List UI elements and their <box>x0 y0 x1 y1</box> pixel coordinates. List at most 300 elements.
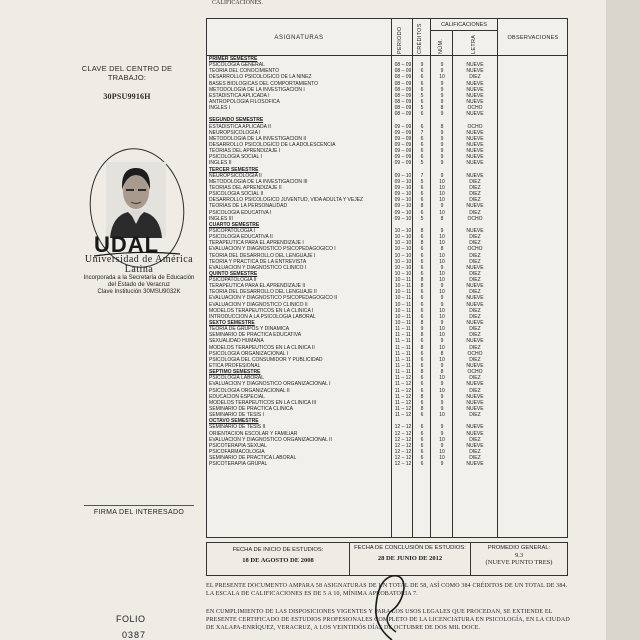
credits-cell: 8 <box>420 227 424 234</box>
grade-number-cell: 10 <box>439 375 445 382</box>
subject-name: INGLÉS III <box>209 215 233 222</box>
period-cell: 08 – 09 <box>394 74 412 81</box>
student-photo <box>106 162 166 238</box>
period-cell: 11 – 11 <box>395 344 411 351</box>
credits-cell: 8 <box>420 369 424 376</box>
clave-code: 30PSU9916H <box>103 92 151 101</box>
grade-number-cell: 10 <box>439 258 445 265</box>
grade-letter-cell: NUEVE <box>466 92 484 99</box>
grade-number-cell: 10 <box>439 184 445 191</box>
grade-number-cell: 10 <box>439 191 445 198</box>
subject-name: PSICOPATOLOGÍA I <box>209 227 256 234</box>
subject-name: SEMINARIO DE PRÁCTICA CLÍNICA <box>209 406 293 413</box>
subject-name: BASES BIOLÓGICAS DEL COMPORTAMIENTO <box>209 80 319 87</box>
grade-letter-cell: DIEZ <box>469 184 481 191</box>
header-divider <box>431 30 497 31</box>
grade-letter-cell: NUEVE <box>466 301 484 308</box>
grade-number-cell: 10 <box>439 412 445 419</box>
credits-cell: 6 <box>420 295 424 302</box>
subject-name: PSICOLOGÍA SOCIAL I <box>209 154 262 161</box>
credits-cell: 5 <box>420 215 424 222</box>
credits-cell: 6 <box>420 356 424 363</box>
period-cell: 10 – 10 <box>394 258 412 265</box>
grade-number-cell: 10 <box>439 356 445 363</box>
credits-cell: 6 <box>420 399 424 406</box>
average-value: 9.3 <box>514 552 524 559</box>
table-body <box>207 56 567 467</box>
clave-block <box>72 64 182 101</box>
grade-letter-cell: OCHO <box>467 215 483 222</box>
grade-letter-cell: NUEVE <box>466 424 484 431</box>
subject-name: ORIENTACIÓN ESCOLAR Y FAMILIAR <box>209 430 298 437</box>
credits-cell: 6 <box>420 184 424 191</box>
period-cell: 09 – 10 <box>394 172 412 179</box>
subject-name: SEMINARIO DE PRÁCTICA LABORAL <box>209 455 297 462</box>
period-cell: 10 – 10 <box>394 227 412 234</box>
grade-letter-cell: DIEZ <box>469 178 481 185</box>
subject-name: METODOLOGÍA DE LA INVESTIGACIÓN III <box>209 178 308 185</box>
grade-number-cell: 9 <box>440 135 444 142</box>
period-cell: 09 – 09 <box>394 160 412 167</box>
period-cell: 08 – 09 <box>394 86 412 93</box>
period-cell: 10 – 10 <box>394 234 412 241</box>
subject-name: SEMINARIO DE PRÁCTICA EDUCATIVA <box>209 332 302 339</box>
grade-number-cell: 10 <box>439 449 445 455</box>
subject-name: SEMINARIO DE TESIS II <box>209 424 266 431</box>
subject-name: SÉPTIMO SEMESTRE <box>209 369 261 376</box>
credits-cell: 6 <box>420 191 424 198</box>
grade-letter-cell: NUEVE <box>466 62 484 69</box>
grade-letter-cell: NUEVE <box>466 160 484 167</box>
subject-name: ESTADÍSTICA APLICADA I <box>209 92 270 99</box>
subject-name: TEORÍA DEL CONOCIMIENTO <box>209 68 280 75</box>
credits-cell: 6 <box>420 436 424 443</box>
end-date-label: FECHA DE CONCLUSIÓN DE ESTUDIOS: <box>354 545 466 551</box>
credits-cell: 6 <box>420 86 424 93</box>
grade-number-cell: 8 <box>440 123 444 130</box>
credits-cell: 6 <box>420 197 424 204</box>
period-cell: 08 – 09 <box>394 105 412 112</box>
top-strip-text: CALIFICACIONES. <box>212 0 263 6</box>
grade-number-cell: 8 <box>440 105 444 112</box>
grade-number-cell: 10 <box>439 326 445 333</box>
credits-cell: 8 <box>420 277 424 284</box>
start-date-cell <box>207 543 349 579</box>
period-cell: 10 – 11 <box>394 283 412 290</box>
subject-name: TERAPÉUTICA PARA EL APRENDIZAJE I <box>209 240 304 247</box>
period-cell: 12 – 12 <box>394 424 412 431</box>
subject-name: DESARROLLO PSICOLÓGICO DE LA NIÑEZ <box>209 74 312 81</box>
period-cell: 10 – 10 <box>394 264 412 271</box>
grade-letter-cell: NUEVE <box>466 129 484 136</box>
subject-name: ESTADÍSTICA APLICADA II <box>209 123 271 130</box>
period-cell: 12 – 12 <box>394 436 412 443</box>
grade-number-cell: 10 <box>439 197 445 204</box>
university-name: Universidad de América Latina <box>84 254 194 275</box>
seal-line-2: del Estado de Veracruz <box>107 282 171 288</box>
start-date-label: FECHA DE INICIO DE ESTUDIOS: <box>232 547 324 553</box>
grade-letter-cell: NUEVE <box>466 141 484 148</box>
credits-cell: 6 <box>420 264 424 271</box>
grade-number-cell: 10 <box>439 234 445 241</box>
period-cell: 11 – 12 <box>394 393 412 400</box>
credits-cell: 7 <box>420 129 424 136</box>
period-cell: 09 – 10 <box>394 209 412 216</box>
credits-cell: 8 <box>420 283 424 290</box>
period-cell: 10 – 10 <box>394 246 412 253</box>
subject-name: TEORÍAS DEL APRENDIZAJE I <box>209 148 281 155</box>
grade-letter-cell: OCHO <box>467 369 483 376</box>
credits-cell: 5 <box>420 178 424 185</box>
grade-number-cell: 10 <box>439 277 445 284</box>
subject-name: PSICOPATOLOGÍA II <box>209 277 257 284</box>
credits-cell: 7 <box>420 172 424 179</box>
grade-letter-cell: DIEZ <box>469 252 481 259</box>
period-cell: 12 – 12 <box>394 449 412 455</box>
subject-name: TEORÍA DEL DESARROLLO DEL LENGUAJE II <box>209 289 317 296</box>
grade-letter-cell: DIEZ <box>469 258 481 265</box>
signature-label: FIRMA DEL INTERESADO <box>84 505 194 516</box>
average-words: (NUEVE PUNTO TRES) <box>485 559 553 566</box>
grade-letter-cell: DIEZ <box>469 270 481 277</box>
grade-letter-cell: NUEVE <box>466 338 484 345</box>
period-cell: 11 – 12 <box>394 406 412 413</box>
grade-number-cell: 9 <box>440 283 444 290</box>
period-cell: 10 – 11 <box>394 295 412 302</box>
subject-name: MODELOS TERAPÉUTICOS EN LA CLÍNICA II <box>209 344 315 351</box>
grade-number-cell: 10 <box>439 270 445 277</box>
grade-letter-cell: NUEVE <box>466 399 484 406</box>
grade-number-cell: 10 <box>439 289 445 296</box>
grade-number-cell: 9 <box>440 160 444 167</box>
subject-name: PSICOLOGÍA EDUCATIVA I <box>209 209 272 216</box>
university-seal-text <box>74 255 204 296</box>
subject-name: NEUROPSICOLOGÍA I <box>209 129 261 136</box>
credits-cell: 8 <box>420 393 424 400</box>
grade-number-cell: 10 <box>439 387 445 394</box>
period-cell: 08 – 09 <box>394 98 412 105</box>
grade-number-cell: 9 <box>440 172 444 179</box>
grade-letter-cell: DIEZ <box>469 289 481 296</box>
subject-name: SEMINARIO DE TESIS I <box>209 412 264 419</box>
period-cell: 09 – 09 <box>394 141 412 148</box>
grade-letter-cell: DIEZ <box>469 344 481 351</box>
grade-letter-cell: DIEZ <box>469 209 481 216</box>
grade-letter-cell: DIEZ <box>469 307 481 314</box>
subject-name: SEGUNDO SEMESTRE <box>209 117 264 124</box>
grade-letter-cell: DIEZ <box>469 240 481 247</box>
table-header <box>207 19 567 56</box>
clave-label: CLAVE DEL CENTRO DE TRABAJO: <box>81 64 173 82</box>
grade-letter-cell: NUEVE <box>466 295 484 302</box>
credits-cell: 6 <box>420 424 424 431</box>
subject-name: SEXUALIDAD HUMANA <box>209 338 264 345</box>
credits-cell: 6 <box>420 350 424 357</box>
subject-name: PSICOTERAPIA SEXUAL <box>209 442 267 449</box>
credits-cell: 9 <box>420 62 424 69</box>
grade-letter-cell: NUEVE <box>466 111 484 118</box>
grade-number-cell: 9 <box>440 399 444 406</box>
credits-cell: 6 <box>420 338 424 345</box>
credits-cell: 6 <box>420 68 424 75</box>
grade-letter-cell: NUEVE <box>466 135 484 142</box>
period-cell: 11 – 12 <box>394 375 412 382</box>
period-cell: 11 – 12 <box>394 387 412 394</box>
grade-letter-cell: NUEVE <box>466 86 484 93</box>
grade-letter-cell: DIEZ <box>469 313 481 320</box>
credits-cell: 5 <box>420 105 424 112</box>
grade-number-cell: 9 <box>440 393 444 400</box>
grades-table <box>206 18 568 538</box>
grade-letter-cell: OCHO <box>467 123 483 130</box>
credits-cell: 8 <box>420 332 424 339</box>
period-cell: 09 – 09 <box>394 135 412 142</box>
subject-name: PSICOLOGÍA LABORAL <box>209 375 265 382</box>
folio-label: FOLIO <box>116 614 146 624</box>
period-cell: 09 – 10 <box>394 178 412 185</box>
subject-name: PSICOFARMACOLOGÍA <box>209 449 265 455</box>
certification-paragraph: EN CUMPLIMIENTO DE LAS DISPOSICIONES VIGENTES Y PARA LOS USOS LEGALES QUE PROCEDAN, SE EXTIENDE EL PRESENTE CERTIFICADO DE ESTUDIOS PROFESIONALES COMPLETO DE LA LICENCIATURA EN PSICOLOGÍA, EN LA CIUDAD DE XALAPA-ENRÍQUEZ, VERACRUZ, A LOS VEINTIDÓS DÍAS DE OCTUBRE DE DOS MIL DOCE. <box>206 609 570 631</box>
period-cell: 10 – 10 <box>394 240 412 247</box>
subject-name: DESARROLLO PSICOLÓGICO DE LA ADOLESCENCIA <box>209 141 336 148</box>
grade-letter-cell: DIEZ <box>469 234 481 241</box>
grade-number-cell: 9 <box>440 363 444 370</box>
grade-number-cell: 10 <box>439 252 445 259</box>
grade-number-cell: 10 <box>439 344 445 351</box>
credits-cell: 6 <box>420 430 424 437</box>
subject-name: EVALUACIÓN Y DIAGNÓSTICO CLÍNICO II <box>209 301 308 308</box>
credits-cell: 6 <box>420 148 424 155</box>
subject-name: PSICOTERAPIA GRUPAL <box>209 461 268 468</box>
period-cell: 08 – 09 <box>394 92 412 99</box>
period-cell: 11 – 11 <box>395 363 411 370</box>
subject-name: METODOLOGÍA DE LA INVESTIGACIÓN II <box>209 135 307 142</box>
period-cell: 10 – 11 <box>394 301 412 308</box>
credits-cell: 6 <box>420 301 424 308</box>
period-cell: 10 – 10 <box>394 270 412 277</box>
credits-cell: 6 <box>420 363 424 370</box>
grade-number-cell: 10 <box>439 307 445 314</box>
period-cell: 11 – 12 <box>394 399 412 406</box>
credits-cell: 6 <box>420 412 424 419</box>
grade-number-cell: 8 <box>440 350 444 357</box>
grade-number-cell: 9 <box>440 406 444 413</box>
grade-number-cell: 9 <box>440 320 444 327</box>
grade-number-cell: 9 <box>440 98 444 105</box>
subject-name: EVALUACIÓN Y DIAGNÓSTICO PSICOPEDAGÓGICO I <box>209 246 336 253</box>
period-cell: 08 – 09 <box>394 62 412 69</box>
grade-letter-cell: NUEVE <box>466 264 484 271</box>
grade-letter-cell: OCHO <box>467 105 483 112</box>
grade-letter-cell: DIEZ <box>469 277 481 284</box>
credits-cell: 6 <box>420 387 424 394</box>
credits-cell: 6 <box>420 246 424 253</box>
grade-letter-cell: NUEVE <box>466 320 484 327</box>
period-cell: 11 – 11 <box>395 350 411 357</box>
grade-number-cell: 9 <box>440 264 444 271</box>
grade-letter-cell: DIEZ <box>469 74 481 81</box>
grade-letter-cell: NUEVE <box>466 461 484 468</box>
folio-number: 0387 <box>122 630 147 640</box>
grade-letter-cell: NUEVE <box>466 98 484 105</box>
grade-letter-cell: OCHO <box>467 246 483 253</box>
subject-name: EVALUACIÓN Y DIAGNÓSTICO CLÍNICO I <box>209 264 307 271</box>
grade-letter-cell: NUEVE <box>466 80 484 87</box>
credits-cell: 8 <box>420 203 424 210</box>
grade-number-cell: 9 <box>440 141 444 148</box>
grade-number-cell: 10 <box>439 240 445 247</box>
grade-number-cell: 8 <box>440 215 444 222</box>
period-cell: 09 – 10 <box>394 197 412 204</box>
coverage-paragraph: EL PRESENTE DOCUMENTO AMPARA 58 ASIGNATURAS DE UN TOTAL DE 58, ASÍ COMO 384 CRÉDITOS DE UN TOTAL DE 384. LA ESCALA DE CALIFICACIONES ES DE 5 A 10, MÍNIMA APROBATORIA 7. <box>206 583 568 597</box>
header-calificaciones: CALIFICACIONES <box>441 22 487 28</box>
header-creditos: CRÉDITOS <box>417 23 423 54</box>
grade-number-cell: 9 <box>440 203 444 210</box>
subject-name: TEORÍA DE GRUPOS Y DINÁMICA <box>209 326 290 333</box>
credits-cell: 6 <box>420 455 424 462</box>
credits-cell: 8 <box>420 344 424 351</box>
period-cell: 11 – 11 <box>395 369 411 376</box>
grade-number-cell: 9 <box>440 92 444 99</box>
grade-letter-cell: DIEZ <box>469 412 481 419</box>
grade-number-cell: 8 <box>440 369 444 376</box>
credits-cell: 6 <box>420 289 424 296</box>
grade-letter-cell: DIEZ <box>469 326 481 333</box>
period-cell: 11 – 12 <box>394 381 412 388</box>
subject-name: TERAPÉUTICA PARA EL APRENDIZAJE II <box>209 283 306 290</box>
period-cell: 09 – 09 <box>394 123 412 130</box>
subject-name: INGLÉS II <box>209 160 232 167</box>
subject-name: PSICOLOGÍA ORGANIZACIONAL I <box>209 350 289 357</box>
credits-cell: 6 <box>420 111 424 118</box>
grade-letter-cell: NUEVE <box>466 381 484 388</box>
subject-name: MODELOS TERAPÉUTICOS EN LA CLÍNICA I <box>209 307 314 314</box>
grade-letter-cell: NUEVE <box>466 406 484 413</box>
grade-number-cell: 9 <box>440 424 444 431</box>
grade-letter-cell: NUEVE <box>466 172 484 179</box>
grade-number-cell: 9 <box>440 227 444 234</box>
subject-name: TEORÍAS DE LA PERSONALIDAD <box>209 203 288 210</box>
credits-cell: 6 <box>420 123 424 130</box>
period-cell: 08 – 09 <box>394 68 412 75</box>
period-cell: 10 – 11 <box>394 277 412 284</box>
header-observaciones: OBSERVACIONES <box>507 35 559 41</box>
period-cell: 11 – 11 <box>395 326 411 333</box>
subject-name: TEORÍA DEL DESARROLLO DEL LENGUAJE I <box>209 252 316 259</box>
credits-cell: 6 <box>420 258 424 265</box>
period-cell: 09 – 10 <box>394 203 412 210</box>
period-cell: 10 – 11 <box>394 307 412 314</box>
grade-number-cell: 9 <box>440 129 444 136</box>
grade-letter-cell: DIEZ <box>469 449 481 455</box>
period-cell: 11 – 11 <box>395 356 411 363</box>
credits-cell: 5 <box>420 92 424 99</box>
handwritten-signature <box>352 566 432 640</box>
grade-letter-cell: DIEZ <box>469 455 481 462</box>
grade-letter-cell: NUEVE <box>466 363 484 370</box>
grade-number-cell: 9 <box>440 430 444 437</box>
credits-cell: 6 <box>420 442 424 449</box>
subject-name: NEUROPSICOLOGÍA II <box>209 172 262 179</box>
subject-name: INTRODUCCIÓN A LA PSICOLOGÍA LABORAL <box>209 313 316 320</box>
page-edge <box>606 0 640 640</box>
credits-cell: 6 <box>420 74 424 81</box>
average-label: PROMEDIO GENERAL: <box>487 545 551 551</box>
subject-name: EVALUACIÓN Y DIAGNÓSTICO ORGANIZACIONAL I <box>209 381 331 388</box>
grade-letter-cell: NUEVE <box>466 203 484 210</box>
grade-number-cell: 10 <box>439 332 445 339</box>
grade-letter-cell: OCHO <box>467 350 483 357</box>
credits-cell: 6 <box>420 307 424 314</box>
period-cell: 09 – 09 <box>394 154 412 161</box>
header-asignaturas: ASIGNATURAS <box>274 35 324 41</box>
grade-letter-cell: NUEVE <box>466 283 484 290</box>
credits-cell: 6 <box>420 234 424 241</box>
grade-number-cell: 10 <box>439 209 445 216</box>
table-row <box>207 461 567 467</box>
grade-letter-cell: NUEVE <box>466 154 484 161</box>
grade-number-cell: 10 <box>439 178 445 185</box>
period-cell: 08 – 09 <box>394 80 412 87</box>
header-letra: LETRA <box>471 34 477 54</box>
period-cell: 12 – 12 <box>394 461 412 468</box>
period-cell: 11 – 12 <box>394 412 412 419</box>
credits-cell: 6 <box>420 98 424 105</box>
credits-cell: 6 <box>420 313 424 320</box>
credits-cell: 9 <box>420 326 424 333</box>
grade-number-cell: 10 <box>439 455 445 462</box>
grade-letter-cell: DIEZ <box>469 356 481 363</box>
subject-name: PSICOLOGÍA DEL CONSUMIDOR Y PUBLICIDAD <box>209 356 323 363</box>
credits-cell: 6 <box>420 252 424 259</box>
subject-name: METODOLOGÍA DE LA INVESTIGACIÓN I <box>209 86 305 93</box>
credits-cell: 6 <box>420 381 424 388</box>
grade-number-cell: 9 <box>440 442 444 449</box>
grade-letter-cell: NUEVE <box>466 442 484 449</box>
subject-name: ÉTICA PROFESIONAL <box>209 363 261 370</box>
header-periodo: PERIODO <box>397 26 403 54</box>
period-cell: 11 – 11 <box>395 332 411 339</box>
grade-letter-cell: NUEVE <box>466 148 484 155</box>
period-cell: 10 – 11 <box>394 289 412 296</box>
period-cell: 10 – 11 <box>394 313 412 320</box>
grade-number-cell: 9 <box>440 338 444 345</box>
grade-number-cell: 9 <box>440 62 444 69</box>
subject-name: EVALUACIÓN Y DIAGNÓSTICO PSICOPEDAGÓGICO II <box>209 295 338 302</box>
subject-name: OCTAVO SEMESTRE <box>209 418 259 425</box>
grade-letter-cell: DIEZ <box>469 436 481 443</box>
subject-name: EDUCACIÓN ESPECIAL <box>209 393 265 400</box>
period-cell: 09 – 10 <box>394 184 412 191</box>
subject-name: ANTROPOLOGÍA FILOSÓFICA <box>209 98 280 105</box>
credits-cell: 5 <box>420 160 424 167</box>
period-cell: 09 – 09 <box>394 148 412 155</box>
grade-letter-cell: NUEVE <box>466 393 484 400</box>
period-cell: 10 – 10 <box>394 252 412 259</box>
subject-name: QUINTO SEMESTRE <box>209 270 258 277</box>
credits-cell: 6 <box>420 270 424 277</box>
subject-name: PSICOLOGÍA EDUCATIVA II <box>209 234 273 241</box>
grade-number-cell: 9 <box>440 461 444 468</box>
credits-cell: 6 <box>420 154 424 161</box>
grade-number-cell: 10 <box>439 436 445 443</box>
grade-number-cell: 9 <box>440 80 444 87</box>
period-cell: 09 – 10 <box>394 191 412 198</box>
subject-name: INGLÉS I <box>209 105 231 112</box>
grade-number-cell: 9 <box>440 381 444 388</box>
credits-cell: 6 <box>420 375 424 382</box>
period-cell: 09 – 09 <box>394 129 412 136</box>
